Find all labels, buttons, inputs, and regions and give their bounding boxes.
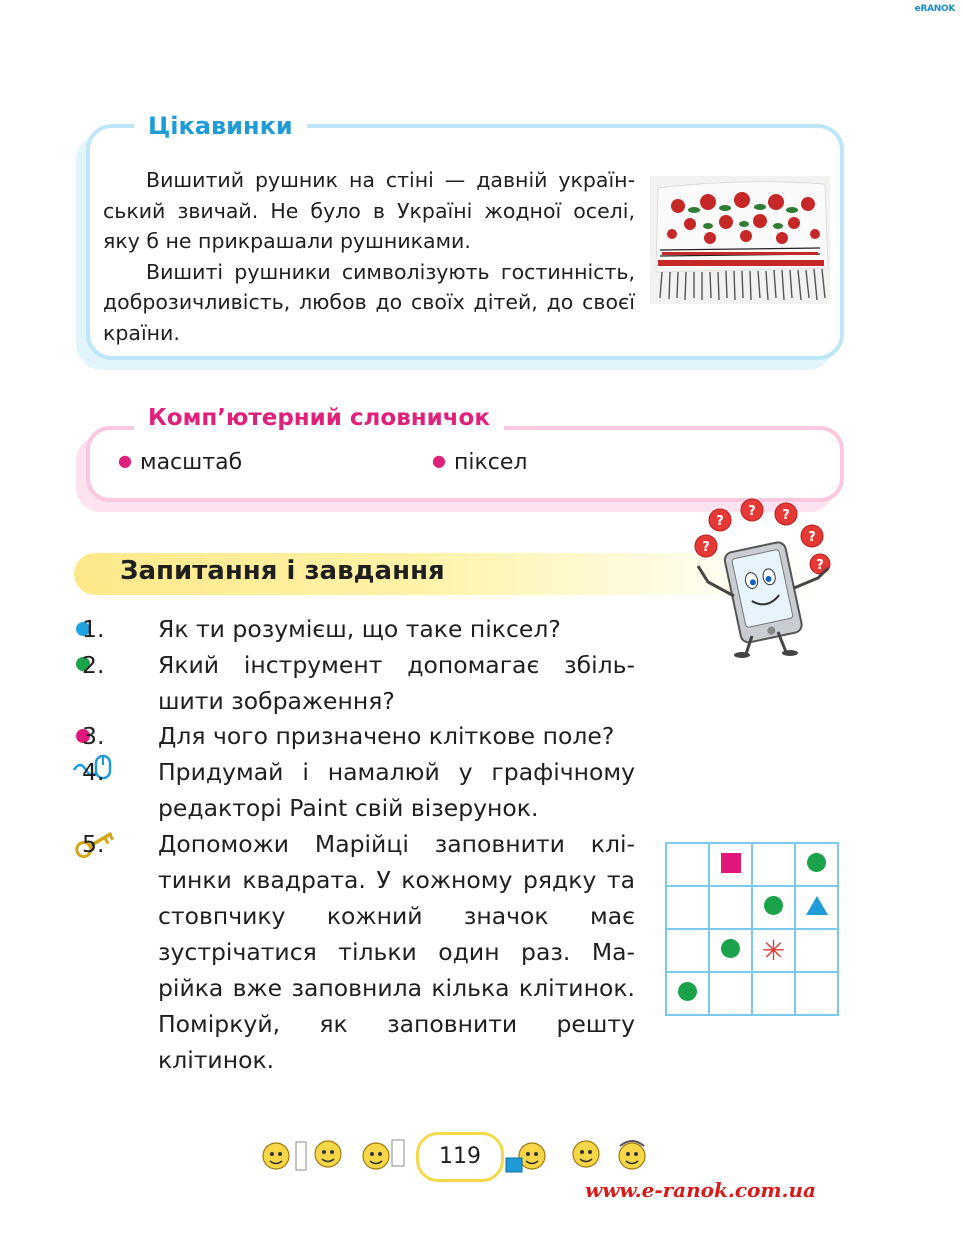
- svg-text:?: ?: [808, 530, 816, 545]
- blue-triangle-icon: [806, 896, 828, 915]
- red-star-icon: ✳: [761, 933, 786, 967]
- decorative-characters-left-icon: [258, 1132, 408, 1178]
- question-3: 3. Для чого призначено кліткове поле?: [82, 722, 615, 750]
- svg-text:?: ?: [816, 558, 824, 573]
- grid-cell[interactable]: [752, 972, 795, 1015]
- interesting-facts-text: [103, 165, 635, 348]
- page-number: 119: [416, 1132, 504, 1182]
- grid-cell[interactable]: [666, 843, 709, 886]
- grid-row: [666, 972, 838, 1015]
- decorative-characters-right-icon: [504, 1132, 654, 1178]
- grid-cell[interactable]: [709, 929, 752, 972]
- question-5: 5. Допоможи Марійці заповнити клітинки квадрата. У кожному рядку та стовпчику кожний значок має зустрічатися тільки один раз. Марійка вже заповнила кілька клітинок. Поміркуй, як заповнити решту клітинок.: [82, 830, 635, 1074]
- svg-text:?: ?: [702, 540, 710, 555]
- grid-cell[interactable]: [752, 929, 795, 972]
- green-circle-icon: [721, 939, 740, 958]
- grid-cell[interactable]: [709, 972, 752, 1015]
- interesting-facts-title: Цікавинки: [134, 112, 307, 140]
- svg-text:?: ?: [716, 514, 724, 529]
- interesting-paragraph-2: Вишиті рушники символізують гостинність, доброзичливість, любов до своїх дітей, до своєї країни.: [103, 259, 635, 345]
- pink-square-icon: [721, 853, 741, 873]
- green-circle-icon: [678, 982, 697, 1001]
- green-circle-icon: [807, 853, 826, 872]
- publisher-website[interactable]: www.e-ranok.com.ua: [585, 1178, 816, 1202]
- interesting-paragraph-1: Вишитий рушник на стіні — давній український звичай. Не було в Україні жодної оселі, яку б не прикрашали рушниками.: [103, 168, 635, 253]
- pink-bullet-icon: ●: [432, 451, 446, 470]
- computer-dictionary-title: Комп’ютерний словничок: [134, 405, 504, 431]
- question-1: 1. Як ти розумієш, що таке піксел?: [82, 615, 561, 643]
- question-4: 4. Придумай і намалюй у графічному редакторі Paint свій візерунок.: [82, 758, 635, 822]
- questions-title: Запитання і завдання: [120, 556, 445, 586]
- pink-bullet-icon: ●: [118, 451, 132, 470]
- grid-cell[interactable]: [752, 843, 795, 886]
- svg-text:?: ?: [782, 508, 790, 523]
- publisher-logo: eRANOK: [914, 4, 955, 14]
- grid-cell[interactable]: [666, 886, 709, 929]
- grid-cell[interactable]: [795, 929, 838, 972]
- question-2: 2. Який інструмент допомагає збільшити зображення?: [82, 651, 635, 715]
- grid-cell[interactable]: [666, 972, 709, 1015]
- dictionary-item: ● масштаб: [118, 450, 243, 475]
- symbol-grid-table: [665, 842, 839, 1016]
- tablet-mascot-icon: [690, 496, 840, 658]
- embroidered-towel-image: [650, 176, 830, 304]
- grid-row: [666, 886, 838, 929]
- grid-cell[interactable]: [752, 886, 795, 929]
- grid-cell[interactable]: [795, 972, 838, 1015]
- publisher-logo-text: RANOK: [920, 4, 955, 14]
- grid-cell[interactable]: [795, 843, 838, 886]
- grid-cell[interactable]: [709, 843, 752, 886]
- grid-cell[interactable]: [666, 929, 709, 972]
- green-circle-icon: [764, 896, 783, 915]
- symbol-grid-puzzle: [665, 842, 839, 1016]
- grid-row: [666, 843, 838, 886]
- grid-cell[interactable]: [795, 886, 838, 929]
- dictionary-item: ● піксел: [432, 450, 528, 475]
- grid-row: [666, 929, 838, 972]
- grid-cell[interactable]: [709, 886, 752, 929]
- svg-text:?: ?: [748, 504, 756, 519]
